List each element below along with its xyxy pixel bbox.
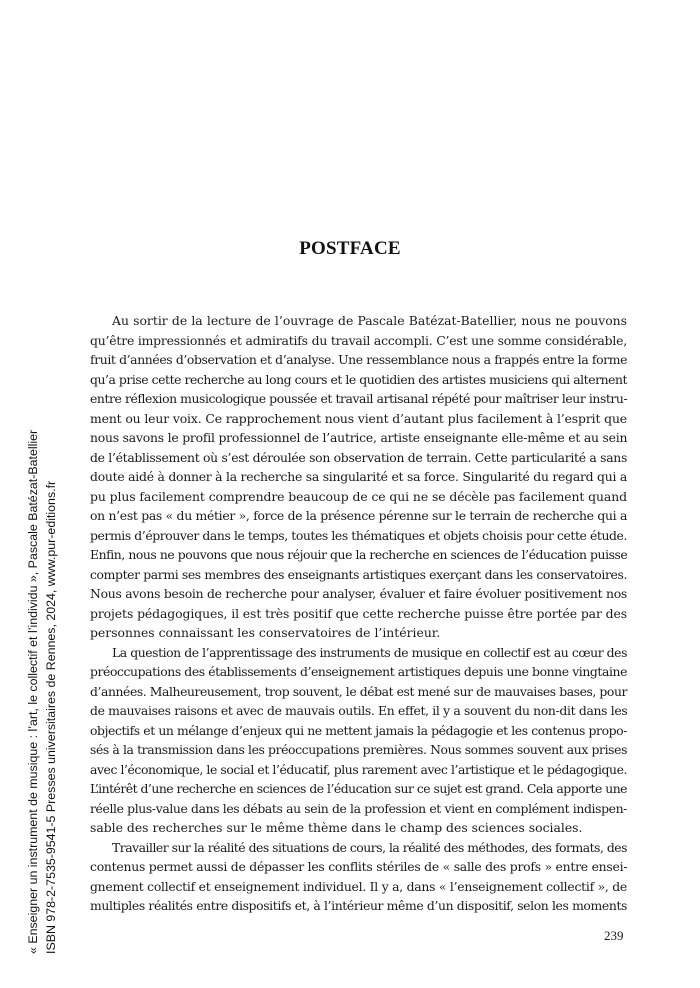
text-line: Nous avons besoin de recherche pour analyser, évaluer et faire évoluer positivement nos	[90, 586, 627, 601]
text-line: contenus permet aussi de dépasser les conflits stériles de « salle des profs » entre ensei-	[90, 859, 628, 874]
text-line: de mauvaises raisons et avec de mauvais outils. En effet, il y a souvent du non-dit dans les	[90, 703, 628, 718]
text-line: doute aidé à donner à la recherche sa singularité et sa force. Singularité du regard qui a	[90, 469, 628, 484]
side-note-line-1: « Enseigner un instrument de musique : l’art, le collectif et l’individu », Pascale Batézat-Batellier	[26, 429, 40, 954]
text-line: gnement collectif et enseignement individuel. Il y a, dans « l’enseignement collectif », de	[90, 878, 627, 894]
paragraph	[90, 311, 627, 643]
text-line: de l’établissement où s’est déroulée son observation de terrain. Cette particularité a sans	[90, 449, 628, 465]
paragraph	[90, 643, 627, 838]
text-line: avec l’économique, le social et l’éducatif, plus rarement avec l’artistique et le pédagogique.	[90, 761, 627, 777]
paragraph	[90, 838, 627, 916]
text-line: L’intérêt d’une recherche en sciences de l’éducation sur ce sujet est grand. Cela apporte une	[90, 781, 627, 796]
text-line: préoccupations des établissements d’enseignement artistiques depuis une bonne vingtaine	[90, 664, 627, 679]
text-line: La question de l’apprentissage des instruments de musique en collectif est au cœur des	[112, 644, 627, 660]
text-line: nous savons le profil professionnel de l’autrice, artiste enseignante elle-même et au sein	[90, 430, 628, 445]
text-line: pu plus facilement comprendre beaucoup de ce qui ne se décèle pas facilement quand	[90, 488, 627, 504]
text-line: objectifs et un mélange d’enjeux qui ne mettent jamais la pédagogie et les contenus propo-	[90, 722, 627, 738]
text-line: qu’être impressionnés et admiratifs du travail accompli. C’est une somme considérable,	[90, 332, 628, 348]
text-line: entre réflexion musicologique poussée et travail artisanal répété pour maîtriser leur instru-	[90, 391, 628, 406]
text-line: projets pédagogiques, il est très positif que cette recherche puisse être portée par des	[90, 605, 628, 621]
page-number: 239	[604, 928, 624, 943]
text-line: Enfin, nous ne pouvons que nous réjouir que la recherche en sciences de l’éducation puisse	[90, 547, 628, 562]
text-line: réelle plus-value dans les débats au sein de la profession et vient en complément indispen-	[90, 800, 627, 816]
side-copyright-note	[24, 54, 60, 954]
body-text	[90, 311, 627, 916]
text-line: Travailler sur la réalité des situations de cours, la réalité des méthodes, des formats, des	[112, 839, 628, 855]
text-line: on n’est pas « du métier », force de la présence pérenne sur le terrain de recherche qui a	[90, 508, 628, 523]
side-note-line-2: ISBN 978-2-7535-9541-5 Presses universitaires de Rennes, 2024, www.pur-editions.fr	[44, 480, 58, 954]
text-line: fruit d’années d’observation et d’analyse. Une ressemblance nous a frappés entre la forme	[90, 352, 628, 367]
text-line: personnes connaissant les conservatoires de l’intérieur.	[90, 625, 441, 640]
text-line: qu’a prise cette recherche au long cours et le quotidien des artistes musiciens qui alternent	[90, 371, 628, 387]
text-line: Au sortir de la lecture de l’ouvrage de Pascale Batézat-Batellier, nous ne pouvons	[112, 313, 627, 328]
text-line: d’années. Malheureusement, trop souvent, le débat est mené sur de mauvaises bases, pour	[90, 683, 627, 699]
text-line: sable des recherches sur le même thème dans le champ des sciences sociales.	[90, 820, 583, 835]
text-line: ment ou leur voix. Ce rapprochement nous vient d’autant plus facilement à l’esprit que	[90, 410, 627, 426]
text-line: sés à la transmission dans les préoccupations premières. Nous sommes souvent aux prises	[90, 742, 628, 757]
text-line: compter parmi ses membres des enseignants artistiques exerçant dans les conservatoires.	[90, 566, 627, 582]
text-line: multiples réalités entre dispositifs et, à l’intérieur même d’un dispositif, selon les moments	[90, 898, 628, 913]
page-title: POSTFACE	[299, 238, 401, 259]
text-line: permis d’éprouver dans le temps, toutes les thématiques et objets choisis pour cette étude.	[90, 527, 628, 543]
